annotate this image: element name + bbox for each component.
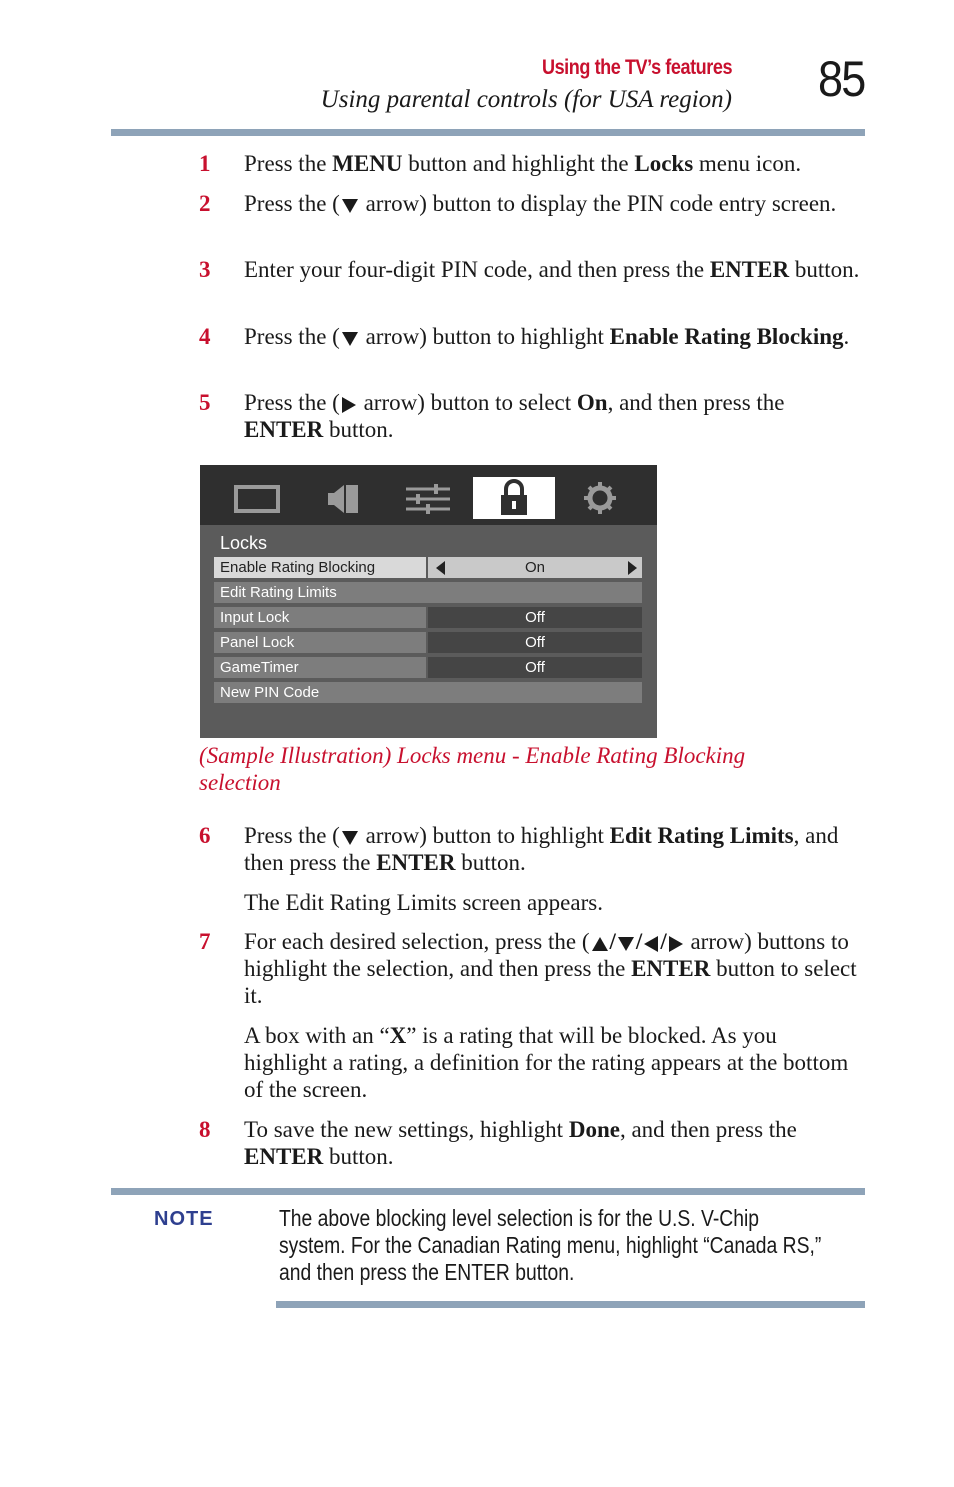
menu-row-panel-lock: Panel Lock Off xyxy=(214,632,642,653)
edit-rating-limits-paragraph: The Edit Rating Limits screen appears. xyxy=(244,890,603,915)
section-title: Using the TV’s features xyxy=(541,56,732,79)
figure-caption: (Sample Illustration) Locks menu - Enable Rating Blocking selection xyxy=(199,743,746,795)
note-bottom-rule xyxy=(276,1301,865,1308)
locks-menu-illustration xyxy=(200,465,657,738)
menu-row-enable-rating-blocking: Enable Rating Blocking On xyxy=(214,557,642,578)
right-arrow-icon xyxy=(669,936,683,952)
left-arrow-icon xyxy=(644,936,658,952)
subsection-title: Using parental controls (for USA region) xyxy=(320,86,732,113)
picture-tab-icon xyxy=(216,477,298,519)
setup-gear-tab-icon xyxy=(558,477,640,519)
lock-tab-icon xyxy=(473,477,555,519)
menu-title: Locks xyxy=(220,533,268,553)
rating-box-paragraph: A box with an “X” is a rating that will be blocked. As you highlight a rating, a definition for the rating appears at the bottom of the screen. xyxy=(244,1023,849,1102)
down-arrow-icon xyxy=(342,332,358,346)
preferences-tab-icon xyxy=(386,477,468,519)
right-arrow-icon xyxy=(342,397,356,413)
menu-row-new-pin-code: New PIN Code xyxy=(214,682,642,703)
menu-tab-bar xyxy=(200,465,657,525)
header-rule xyxy=(111,129,865,136)
note-label: NOTE xyxy=(154,1208,214,1230)
menu-row-gametimer: GameTimer Off xyxy=(214,657,642,678)
note-text: The above blocking level selection is for the U.S. V-Chip system. For the Canadian Rating menu, highlight “Canada RS,” and then press the ENTER button. xyxy=(279,1205,822,1285)
down-arrow-icon xyxy=(618,937,634,951)
down-arrow-icon xyxy=(342,199,358,213)
page-number: 85 xyxy=(818,51,865,107)
audio-tab-icon xyxy=(300,477,382,519)
menu-row-input-lock: Input Lock Off xyxy=(214,607,642,628)
menu-row-edit-rating-limits: Edit Rating Limits xyxy=(214,582,642,603)
right-arrow-icon xyxy=(628,561,637,575)
left-arrow-icon xyxy=(436,561,445,575)
up-arrow-icon xyxy=(592,937,608,951)
note-top-rule xyxy=(111,1188,865,1195)
down-arrow-icon xyxy=(342,831,358,845)
